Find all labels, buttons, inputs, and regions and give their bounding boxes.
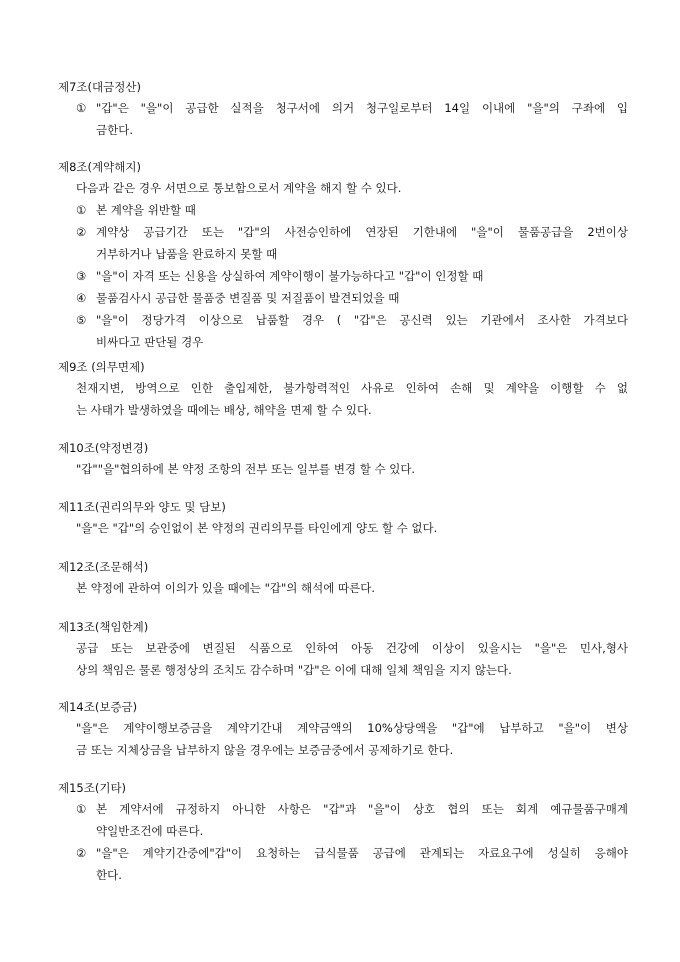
article-11	[58, 497, 628, 539]
item-number: ①	[76, 203, 87, 217]
list-item	[58, 798, 628, 842]
item-number: ④	[76, 291, 87, 305]
item-text-line: "을"이 정당가격 이상으로 납품할 경우 ( "갑"은 공신력 있는 기관에서 조사한 가격보다	[96, 313, 628, 327]
list-item	[58, 842, 628, 886]
list-item	[58, 309, 628, 353]
article-10	[58, 438, 628, 480]
item-text-line: "을"은 계약기간중에"갑"이 요청하는 급식물품 공급에 관계되는 자료요구에 성실히 응해야	[96, 846, 628, 860]
item-text-line: 약일반조건에 따른다.	[96, 824, 204, 838]
item-text-line: 금한다.	[96, 123, 133, 137]
article-body	[58, 458, 628, 480]
article-title: 제12조(조문해석)	[58, 560, 149, 574]
body-text-line: 상의 책임은 물론 행정상의 조치도 감수하며 "갑"은 이에 대해 일체 책임을 지지 않는다.	[76, 663, 512, 677]
list-item	[58, 265, 628, 287]
body-text-line: 금 또는 지체상금을 납부하지 않을 경우에는 보증금중에서 공제하기로 한다.	[76, 743, 454, 757]
article-title: 제9조 (의무면제)	[58, 360, 145, 374]
article-15	[58, 778, 628, 886]
article-body	[58, 577, 628, 599]
body-text-line: 공급 또는 보관중에 변질된 식품으로 인하여 아동 건강에 이상이 있을시는 "을"은 민사,형사	[76, 641, 628, 655]
item-number: ①	[76, 101, 87, 115]
item-number: ⑤	[76, 313, 87, 327]
article-title: 제15조(기타)	[58, 781, 127, 795]
body-text-line: 는 사태가 발생하였을 때에는 배상, 해약을 면제 할 수 있다.	[76, 403, 372, 417]
item-text-line: 계약상 공급기간 또는 "갑"의 사전승인하에 연장된 기한내에 "을"이 물품공급을 2번이상	[96, 225, 628, 239]
body-text-line: 천재지변, 방역으로 인한 출입제한, 불가항력적인 사유로 인하여 손해 및 계약을 이행할 수 없	[76, 381, 628, 395]
list-item	[58, 97, 628, 141]
article-8	[58, 157, 628, 353]
item-text-line: 비싸다고 판단될 경우	[96, 335, 204, 349]
item-text-line: 본 계약서에 규정하지 아니한 사항은 "갑"과 "을"이 상호 협의 또는 회계 예규물품구매계	[96, 802, 628, 816]
article-title: 제8조(계약해지)	[58, 160, 141, 174]
item-text-line: "을"이 자격 또는 신용을 상실하여 계약이행이 불가능하다고 "갑"이 인정할 때	[96, 269, 484, 283]
item-number: ②	[76, 846, 87, 860]
body-text-line: "을"은 계약이행보증금을 계약기간내 계약금액의 10%상당액을 "갑"에 납부하고 "을"이 변상	[76, 721, 628, 735]
body-text-line: "갑""을"협의하에 본 약정 조항의 전부 또는 일부를 변경 할 수 있다.	[76, 462, 416, 476]
article-13	[58, 617, 628, 681]
item-number: ③	[76, 269, 87, 283]
article-7	[58, 77, 628, 141]
article-title: 제10조(약정변경)	[58, 441, 149, 455]
article-title: 제7조(대금정산)	[58, 80, 141, 94]
article-body	[58, 637, 628, 681]
item-text-line: "갑"은 "을"이 공급한 실적을 청구서에 의거 청구일로부터 14일 이내에 "을"의 구좌에 입	[96, 101, 628, 115]
body-text-line: 본 약정에 관하여 이의가 있을 때에는 "갑"의 해석에 따른다.	[76, 581, 375, 595]
item-number: ②	[76, 225, 87, 239]
article-title: 제11조(권리의무와 양도 및 담보)	[58, 500, 226, 514]
item-text-line: 한다.	[96, 868, 122, 882]
intro-text: 다음과 같은 경우 서면으로 통보함으로서 계약을 해지 할 수 있다.	[76, 181, 402, 195]
item-text-line: 본 계약을 위반할 때	[96, 203, 196, 217]
item-number: ①	[76, 802, 87, 816]
article-body	[58, 517, 628, 539]
article-12	[58, 557, 628, 599]
body-text-line: "을"은 "갑"의 승인없이 본 약정의 권리의무를 타인에게 양도 할 수 없다.	[76, 521, 438, 535]
article-intro	[58, 177, 628, 199]
item-text-line: 거부하거나 납품을 완료하지 못할 때	[96, 247, 278, 261]
article-body	[58, 377, 628, 421]
list-item	[58, 199, 628, 221]
item-text-line: 물품검사시 공급한 물품중 변질품 및 저질품이 발견되었을 때	[96, 291, 400, 305]
article-title: 제14조(보증금)	[58, 700, 138, 714]
article-14	[58, 697, 628, 761]
list-item	[58, 221, 628, 265]
list-item	[58, 287, 628, 309]
article-9	[58, 357, 628, 421]
article-title: 제13조(책임한계)	[58, 620, 149, 634]
article-body	[58, 717, 628, 761]
